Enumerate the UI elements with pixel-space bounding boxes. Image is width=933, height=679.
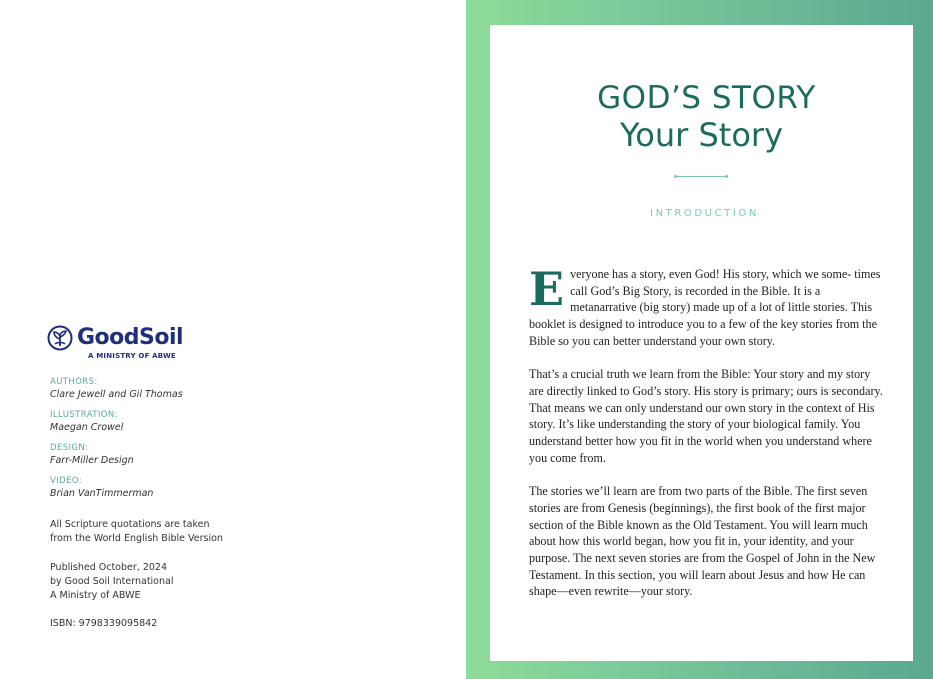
paragraph	[529, 262, 884, 350]
published-line: A Ministry of ABWE	[50, 590, 141, 601]
credit-design	[50, 442, 350, 467]
isbn: ISBN: 9798339095842	[50, 618, 158, 629]
credit-label: AUTHORS:	[50, 377, 98, 387]
credit-label: VIDEO:	[50, 476, 83, 486]
sprout-circle-icon	[47, 325, 73, 351]
scripture-note	[50, 518, 223, 546]
colophon-page	[0, 0, 466, 679]
credit-illustration	[50, 409, 350, 434]
paragraph-text: veryone has a story, even God! His story, which we some- times call God’s Big Story, is recorded in the Bible. It is a metanarrative (big story) made up of a lot of little stories. This booklet is designed to introduce you to a few of the key stories from the Bible so you can better understand your own story.	[529, 267, 881, 348]
drop-cap: E	[529, 262, 565, 316]
scripture-line: All Scripture quotations are taken	[50, 519, 210, 530]
published-line: Published October, 2024	[50, 562, 167, 573]
page-title: GOD’S STORY	[597, 80, 816, 116]
credit-value: Farr-Miller Design	[50, 455, 134, 466]
credit-authors	[50, 376, 350, 401]
section-label: INTRODUCTION	[650, 208, 759, 219]
paragraph: That’s a crucial truth we learn from the Bible: Your story and my story are directly linked to God’s story. His story is primary; ours is secondary. That means we can only understand our own story in the context of His story. It’s like understanding the story of your biological family. You understand better how you fit in the world when you understand where you come from.	[529, 367, 883, 465]
good-soil-logo	[47, 325, 183, 360]
credit-video	[50, 475, 350, 500]
credit-label: DESIGN:	[50, 443, 89, 453]
publication-info	[50, 561, 173, 603]
logo-word-soil: Soil	[139, 325, 184, 350]
logo-wordmark	[77, 325, 183, 351]
credit-value: Clare Jewell and Gil Thomas	[50, 389, 183, 400]
page-subtitle: Your Story	[619, 116, 783, 154]
credit-value: Brian VanTimmerman	[50, 488, 154, 499]
logo-subtitle: A MINISTRY OF ABWE	[88, 352, 176, 360]
credit-value: Maegan Crowel	[50, 422, 124, 433]
introduction-body	[529, 262, 884, 617]
paragraph: The stories we’ll learn are from two parts of the Bible. The first seven stories are from Genesis (beginnings), the first book of the first major section of the Bible known as the Old Testament. You will learn much about how this world began, how you fit in, your identity, and your purpose. The next seven stories are from the Gospel of John in the New Testament. In this section, you will learn about Jesus and how He can shape—even rewrite—your story.	[529, 484, 876, 599]
scripture-line: from the World English Bible Version	[50, 533, 223, 544]
logo-word-good: Good	[77, 325, 140, 350]
credit-label: ILLUSTRATION:	[50, 410, 118, 420]
content-panel	[490, 25, 913, 661]
credits-list	[50, 376, 350, 508]
published-line: by Good Soil International	[50, 576, 174, 587]
ornament-divider	[676, 176, 726, 177]
introduction-page	[466, 0, 933, 679]
